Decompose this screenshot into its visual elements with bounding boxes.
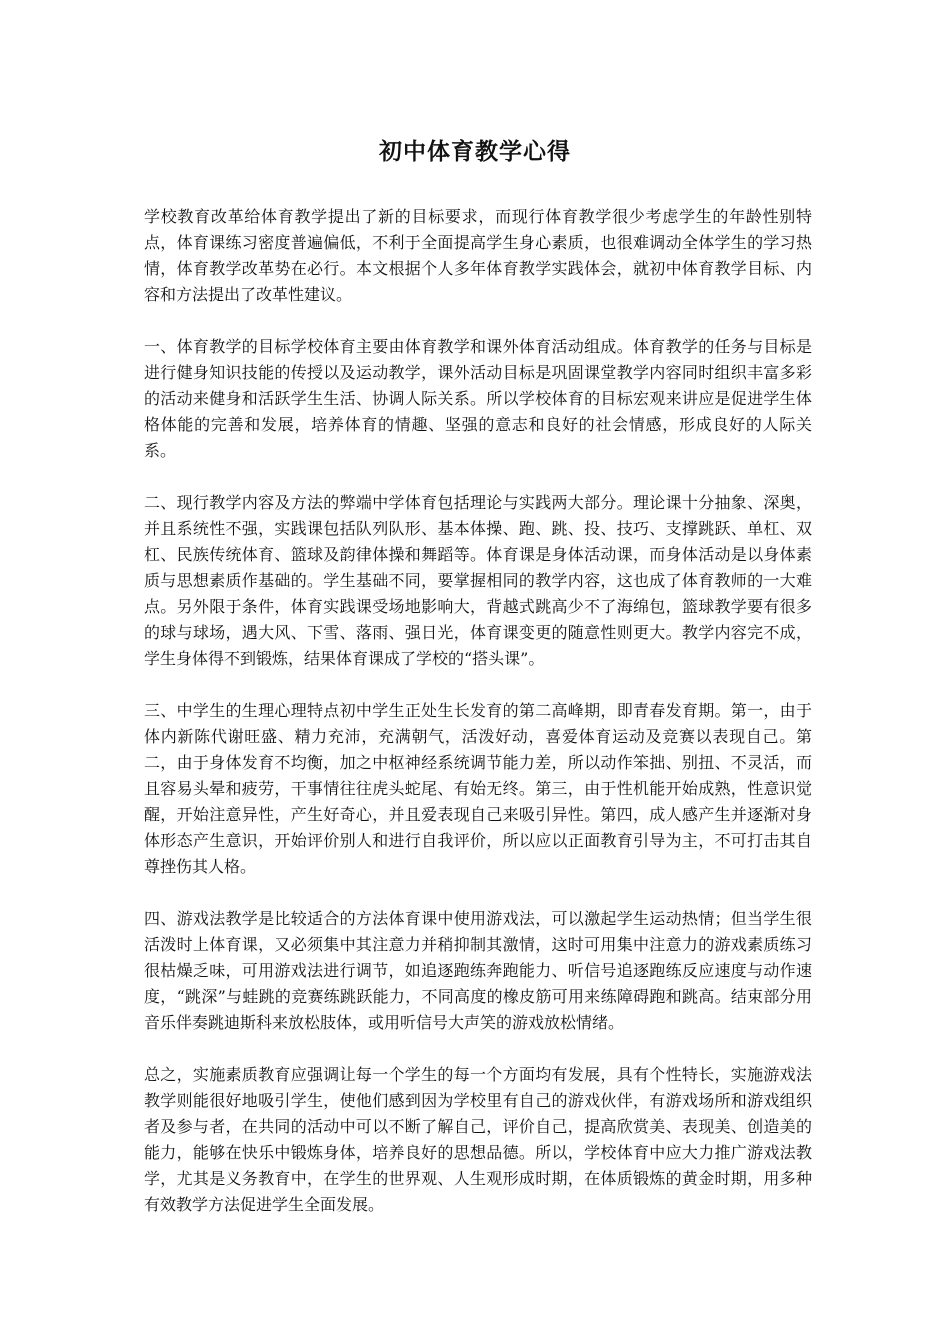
- document-body: [144, 204, 812, 1244]
- section-four-paragraph: 四、游戏法教学是比较适合的方法体育课中使用游戏法，可以激起学生运动热情；但当学生很活泼时上体育课，又必须集中其注意力并稍抑制其激情，这时可用集中注意力的游戏素质练习很枯燥乏味，可用游戏法进行调节，如追逐跑练奔跑能力、听信号追逐跑练反应速度与动作速度，“跳深”与蛙跳的竞赛练跳跃能力，不同高度的橡皮筋可用来练障碍跑和跳高。结束部分用音乐伴奏跳迪斯科来放松肢体，或用听信号大声笑的游戏放松情绪。: [144, 909, 812, 1032]
- section-two-paragraph: 二、现行教学内容及方法的弊端中学体育包括理论与实践两大部分。理论课十分抽象、深奥，并且系统性不强，实践课包括队列队形、基本体操、跑、跳、投、技巧、支撑跳跃、单杠、双杠、民族传统体育、篮球及韵律体操和舞蹈等。体育课是身体活动课，而身体活动是以身体素质与思想素质作基础的。学生基础不同，要掌握相同的教学内容，这也成了体育教师的一大难点。另外限于条件，体育实践课受场地影响大，背越式跳高少不了海绵包，篮球教学要有很多的球与球场，遇大风、下雪、落雨、强日光，体育课变更的随意性则更大。教学内容完不成，学生身体得不到锻炼，结果体育课成了学校的“搭头课”。: [144, 493, 812, 668]
- intro-paragraph: 学校教育改革给体育教学提出了新的目标要求，而现行体育教学很少考虑学生的年龄性别特点，体育课练习密度普遍偏低，不利于全面提高学生身心素质，也很难调动全体学生的学习热情，体育教学改革势在必行。本文根据个人多年体育教学实践体会，就初中体育教学目标、内容和方法提出了改革性建议。: [144, 207, 812, 304]
- document-title: 初中体育教学心得: [379, 139, 571, 165]
- section-one-paragraph: 一、体育教学的目标学校体育主要由体育教学和课外体育活动组成。体育教学的任务与目标是进行健身知识技能的传授以及运动教学，课外活动目标是巩固课堂教学内容同时组织丰富多彩的活动来健身和活跃学生生活、协调人际关系。所以学校体育的目标宏观来讲应是促进学生体格体能的完善和发展，培养体育的情趣、坚强的意志和良好的社会情感，形成良好的人际关系。: [144, 337, 812, 460]
- conclusion-paragraph: 总之，实施素质教育应强调让每一个学生的每一个方面均有发展，具有个性特长，实施游戏法教学则能很好地吸引学生，使他们感到因为学校里有自己的游戏伙伴，有游戏场所和游戏组织者及参与者，在共同的活动中可以不断了解自己，评价自己，提高欣赏美、表现美、创造美的能力，能够在快乐中锻炼身体，培养良好的思想品德。所以，学校体育中应大力推广游戏法教学，尤其是义务教育中，在学生的世界观、人生观形成时期，在体质锻炼的黄金时期，用多种有效教学方法促进学生全面发展。: [144, 1065, 812, 1214]
- section-three-paragraph: 三、中学生的生理心理特点初中学生正处生长发育的第二高峰期，即青春发育期。第一，由于体内新陈代谢旺盛、精力充沛，充满朝气，活泼好动，喜爱体育运动及竞赛以表现自己。第二，由于身体发育不均衡，加之中枢神经系统调节能力差，所以动作笨拙、别扭、不灵活，而且容易头晕和疲劳，干事情往往虎头蛇尾、有始无终。第三，由于性机能开始成熟，性意识觉醒，开始注意异性，产生好奇心，并且爱表现自己来吸引异性。第四，成人感产生并逐渐对身体形态产生意识，开始评价别人和进行自我评价，所以应以正面教育引导为主，不可打击其自尊挫伤其人格。: [144, 701, 812, 876]
